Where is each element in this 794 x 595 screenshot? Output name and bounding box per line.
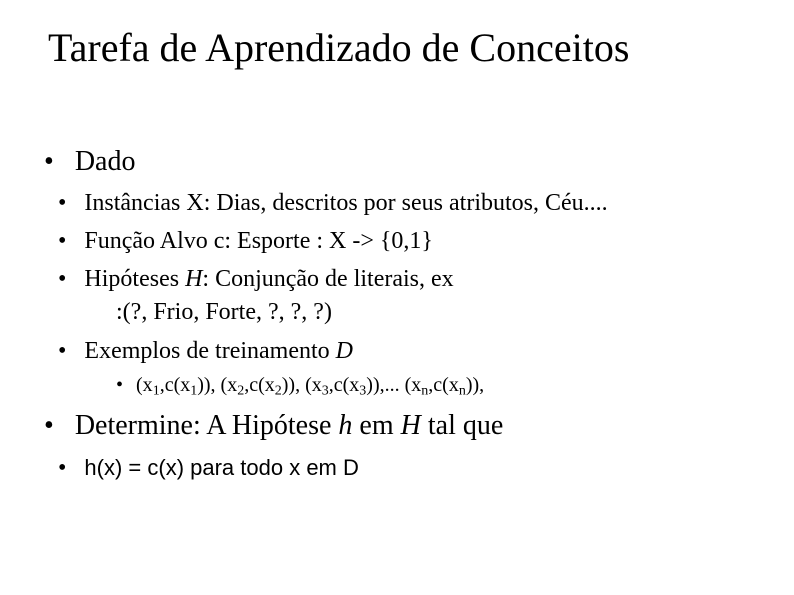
bullet-dado bbox=[44, 146, 135, 178]
bullet-dado-text: Dado bbox=[74, 146, 136, 177]
exemplos-var: D bbox=[335, 338, 354, 364]
hipoteses-example: :(?, Frio, Forte, ?, ?, ?) bbox=[116, 299, 332, 325]
exemplos-sequence: $(x_1,c(x_1))$, $(x_2,c(x_2))$, $(x_3,c(x_3))$,... $(x_n,c(x_n))$, bbox=[136, 374, 485, 399]
hipoteses-suffix: : Conjunção de literais, ex bbox=[202, 266, 454, 292]
bullet-instancias bbox=[58, 189, 608, 217]
bullet-marker: • bbox=[58, 338, 67, 364]
determine-suffix: tal que bbox=[420, 410, 504, 441]
bullet-marker: • bbox=[58, 190, 67, 216]
determine-h: h bbox=[338, 410, 353, 441]
bullet-hipoteses bbox=[58, 265, 454, 293]
bullet-marker: • bbox=[58, 455, 67, 481]
determine-H: H bbox=[400, 410, 421, 441]
bullet-condicao bbox=[58, 454, 359, 482]
bullet-marker: • bbox=[116, 374, 124, 396]
bullet-exemplos-seq bbox=[116, 373, 484, 397]
bullet-hipoteses-text bbox=[84, 266, 453, 292]
exemplos-prefix: Exemplos de treinamento bbox=[84, 338, 336, 364]
bullet-funcao-alvo bbox=[58, 227, 433, 255]
bullet-marker: • bbox=[44, 410, 54, 441]
bullet-marker: • bbox=[58, 266, 67, 292]
determine-mid: em bbox=[352, 410, 401, 441]
bullet-instancias-text: Instâncias X: Dias, descritos por seus atributos, Céu.... bbox=[84, 190, 608, 216]
bullet-determine bbox=[44, 410, 503, 442]
bullet-marker: • bbox=[44, 146, 54, 177]
bullet-determine-text bbox=[75, 410, 503, 441]
bullet-exemplos bbox=[58, 337, 353, 365]
bullet-condicao-text: h(x) = c(x) para todo x em D bbox=[84, 455, 359, 480]
determine-prefix: Determine: A Hipótese bbox=[74, 410, 339, 441]
bullet-exemplos-text bbox=[84, 338, 353, 364]
bullet-funcao-alvo-text: Função Alvo c: Esporte : X -> {0,1} bbox=[84, 228, 433, 254]
bullet-marker: • bbox=[58, 228, 67, 254]
slide-title: Tarefa de Aprendizado de Conceitos bbox=[48, 25, 630, 70]
hipoteses-prefix: Hipóteses bbox=[84, 266, 186, 292]
hipoteses-var: H bbox=[185, 266, 203, 292]
